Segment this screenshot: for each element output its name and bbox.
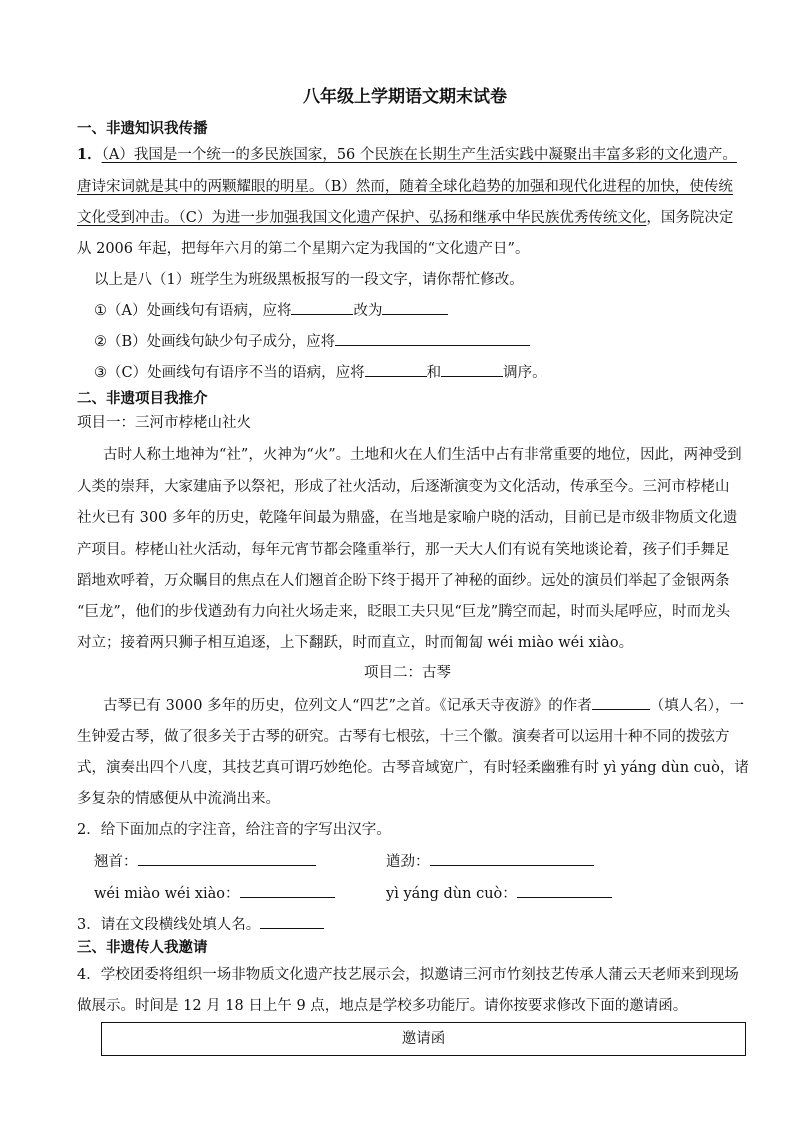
q2-item-c-label: wéi miào wéi xiào：: [94, 886, 240, 902]
answer-blank[interactable]: [138, 851, 316, 866]
project-2-paragraph-line: [103, 695, 744, 716]
q1-line-4: 从 2006 年起，把每年六月的第二个星期六定为我国的“文化遗产日”。: [77, 241, 530, 257]
answer-blank[interactable]: [335, 331, 530, 346]
invitation-box: [101, 1022, 746, 1056]
q1-number: 1．: [77, 146, 102, 163]
q2-prompt: 2．给下面加点的字注音，给注音的字写出汉字。: [77, 822, 391, 838]
project-2-line-1-b: （填人名），一: [649, 698, 744, 714]
answer-blank[interactable]: [291, 300, 353, 315]
project-1-paragraph-line: 人类的崇拜，大家建庙予以祭祀，形成了社火活动，后逐渐演变为文化活动，传承至今。三河市桲栳山: [77, 479, 730, 495]
q2-item-b: [386, 851, 594, 872]
project-2-paragraph-line: 生钟爱古琴，做了很多关于古琴的研究。古琴有七根弦，十三个徽。演奏者可以运用十种不同的拨弦方: [77, 729, 730, 745]
project-2-line-1-a: 古琴已有 3000 多年的历史，位列文人“四艺”之首。《记承天寺夜游》的作者: [103, 698, 592, 714]
q1-sub-2: [94, 331, 530, 352]
q2-item-b-label: 遒劲：: [386, 854, 430, 870]
q1-sub-2-prompt: ②（B）处画线句缺少句子成分，应将: [94, 334, 336, 350]
q3-text: 3．请在文段横线处填人名。: [77, 917, 261, 933]
q1-sub-1-mid: 改为: [353, 303, 383, 319]
q1-sub-1-prompt: ①（A）处画线句有语病，应将: [94, 303, 292, 319]
q1-intro: 以上是八（1）班学生为班级黑板报写的一段文字，请你帮忙修改。: [94, 272, 524, 288]
q1-sub-1: [94, 300, 448, 321]
q1-sub-3-prompt: ③（C）处画线句有语序不当的语病，应将: [94, 365, 365, 381]
project-1-paragraph-line: “巨龙”，他们的步伐遒劲有力向社火场走来，眨眼工夫只见“巨龙”腾空而起，时而头尾呼应，时而龙头: [77, 604, 731, 620]
q2-item-a-label: 翘首：: [94, 854, 138, 870]
q2-item-a: [94, 851, 316, 872]
answer-blank[interactable]: [365, 362, 427, 377]
q1-line-3: [77, 208, 733, 228]
page-title: 八年级上学期语文期末试卷: [303, 87, 507, 107]
q1-line-3-tail: ，国务院决定: [646, 210, 734, 226]
section-heading-1: 一、非遗知识我传播: [77, 121, 208, 137]
answer-blank[interactable]: [240, 883, 335, 898]
q1-line-1: [77, 145, 737, 165]
section-heading-3: 三、非遗传人我邀请: [77, 940, 208, 956]
q3-prompt: [77, 914, 324, 935]
invitation-title: 邀请函: [401, 1031, 446, 1047]
q1-sentence-a: （A）我国是一个统一的多民族国家，56 个民族在长期生产生活实践中凝聚出丰富多彩的文化遗产。: [101, 147, 737, 163]
answer-blank[interactable]: [382, 300, 448, 315]
q2-item-d-label: yì yáng dùn cuò：: [386, 886, 517, 902]
project-1-title: 项目一：三河市桲栳山社火: [77, 415, 251, 431]
q4-line-2: 做展示。时间是 12 月 18 日上午 9 点，地点是学校多功能厅。请你按要求修改下面的邀请函。: [77, 998, 688, 1014]
q1-sentence-c: 文化受到冲击。（C）为进一步加强我国文化遗产保护、弘扬和继承中华民族优秀传统文化: [77, 210, 647, 226]
q4-line-1: 4．学校团委将组织一场非物质文化遗产技艺展示会，拟邀请三河市竹刻技艺传承人蒲云天老师来到现场: [77, 967, 739, 983]
q2-item-c: [94, 883, 335, 904]
project-1-paragraph-line: 古时人称土地神为“社”，火神为“火”。土地和火在人们生活中占有非常重要的地位，因此，两神受到: [103, 447, 742, 463]
q1-sub-3-mid: 和: [426, 365, 442, 381]
answer-blank[interactable]: [517, 883, 612, 898]
project-1-paragraph-line: 产项目。桲栳山社火活动，每年元宵节都会隆重举行，那一天大人们有说有笑地谈论着，孩子们手舞足: [77, 542, 730, 558]
project-1-paragraph-line: 对立；接着两只狮子相互追逐，上下翻跃，时而直立，时而匍匐 wéi miào wéi xiào。: [77, 635, 634, 651]
answer-blank[interactable]: [430, 851, 594, 866]
q1-sub-3: [94, 362, 547, 383]
q1-sub-3-tail: 调序。: [503, 365, 547, 381]
project-1-paragraph-line: 蹈地欢呼着，万众瞩目的焦点在人们翘首企盼下终于揭开了神秘的面纱。远处的演员们举起了金银两条: [77, 573, 730, 589]
q2-item-d: [386, 883, 612, 904]
answer-blank[interactable]: [260, 914, 324, 929]
author-name-blank[interactable]: [592, 695, 650, 710]
project-2-paragraph-line: 多复杂的情感便从中流淌出来。: [77, 791, 280, 807]
project-2-title: 项目二：古琴: [364, 665, 451, 681]
answer-blank[interactable]: [441, 362, 503, 377]
section-heading-2: 二、非遗项目我推介: [77, 391, 208, 407]
q1-line-2: 唐诗宋词就是其中的两颗耀眼的明星。（B）然而，随着全球化趋势的加强和现代化进程的加快，使传统: [77, 179, 733, 195]
project-1-paragraph-line: 社火已有 300 多年的历史，乾隆年间最为鼎盛，在当地是家喻户晓的活动，目前已是市级非物质文化遗: [77, 510, 738, 526]
project-2-paragraph-line: 式，演奏出四个八度，其技艺真可谓巧妙绝伦。古琴音域宽广，有时轻柔幽雅有时 yì yáng dùn cuò，诸: [77, 760, 749, 776]
